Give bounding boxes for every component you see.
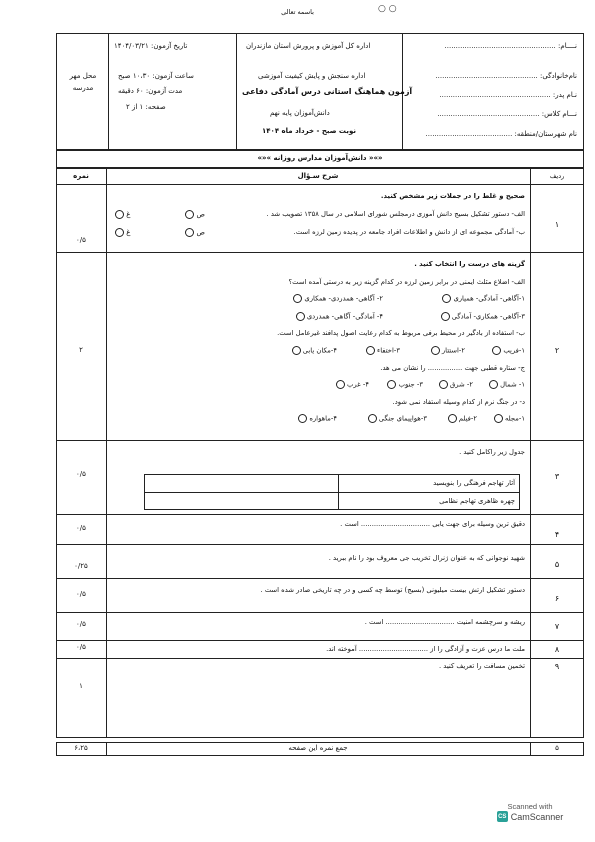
scanner-caption: Scanned with bbox=[507, 802, 553, 811]
q2-a-opt4[interactable]: ۴- آمادگی- آگاهی- همدردی bbox=[296, 312, 383, 321]
exam-time: ساعت آزمون: ۱۰،۳۰ صبح bbox=[118, 72, 194, 80]
scanner-name: CamScanner bbox=[510, 811, 564, 822]
q9-score: ۱ bbox=[79, 682, 83, 690]
q2-c-opt4[interactable]: ۴- غرب bbox=[336, 380, 369, 389]
option-radio-icon[interactable] bbox=[442, 294, 451, 303]
session-label: نوبت صبح - خرداد ماه ۱۴۰۴ bbox=[262, 127, 356, 135]
q4-text: دقیق ترین وسیله برای جهت یابی ................................ است . bbox=[340, 520, 525, 528]
option-radio-icon[interactable] bbox=[336, 380, 345, 389]
true-radio-icon[interactable] bbox=[185, 210, 194, 219]
q1-line-a: الف- دستور تشکیل بسیج دانش آموزی درمجلس شورای اسلامی در سال ۱۳۵۸ تصویب شد . bbox=[266, 210, 525, 218]
camscanner-badge bbox=[485, 802, 575, 830]
q1-title: صحیح و غلط را در جملات زیر مشخص کنید. bbox=[380, 192, 525, 200]
header-desc: شرح سـؤال bbox=[297, 172, 339, 180]
page-number: صفحه: ۱ از ۲ bbox=[126, 103, 166, 111]
exam-date: تاریخ آزمون: ۱۴۰۴/۰۳/۲۱ bbox=[114, 42, 188, 50]
q3-score: ۰/۵ bbox=[76, 470, 86, 478]
header-score: نمره bbox=[73, 172, 89, 180]
q1-score: ۰/۵ bbox=[76, 236, 86, 244]
q2-b-opt1[interactable]: ۱-فریب bbox=[492, 346, 525, 355]
q2-score: ۲ bbox=[79, 346, 83, 354]
q2-d-stem: د- در جنگ نرم از کدام وسیله استفاد نمی شود. bbox=[392, 398, 525, 406]
q4-number: ۴ bbox=[554, 530, 560, 539]
option-radio-icon[interactable] bbox=[366, 346, 375, 355]
option-radio-icon[interactable] bbox=[293, 294, 302, 303]
q3-answer-cell-2[interactable] bbox=[146, 494, 336, 509]
q2-b-opt3[interactable]: ۳-اختفاء bbox=[366, 346, 400, 355]
org-line1: اداره کل آموزش و پرورش استان مازندران bbox=[246, 42, 371, 50]
grade-label: دانش‌آموزان پایه نهم bbox=[270, 109, 330, 117]
field-city[interactable]: نام شهرستان/منطقه: ....................................... bbox=[425, 130, 577, 138]
q3-number: ۳ bbox=[554, 472, 560, 481]
option-radio-icon[interactable] bbox=[489, 380, 498, 389]
q2-b-opt4[interactable]: ۴-مکان یابی bbox=[292, 346, 337, 355]
field-father[interactable]: نـام پدر: .................................................. bbox=[439, 91, 577, 99]
option-radio-icon[interactable] bbox=[448, 414, 457, 423]
q4-score: ۰/۵ bbox=[76, 524, 86, 532]
q2-b-opt2[interactable]: ۲-استتار bbox=[431, 346, 465, 355]
camscanner-logo-icon: CS bbox=[497, 811, 508, 822]
q6-text: دستور تشکیل ارتش بیست میلیونی (بسیج) توسط چه کسی و در چه تاریخی صادر شده است . bbox=[260, 586, 525, 594]
q2-d-opt4[interactable]: ۴-ماهواره bbox=[298, 414, 337, 423]
header-row: ردیف bbox=[549, 172, 565, 180]
q2-c-opt2[interactable]: ۲- شرق bbox=[439, 380, 473, 389]
q8-number: ۸ bbox=[554, 645, 560, 654]
q6-number: ۶ bbox=[554, 594, 560, 603]
footer-label: جمع نمره این صفحه bbox=[288, 744, 348, 752]
q3-title: جدول زیر راکامل کنید . bbox=[459, 448, 525, 456]
q9-number: ۹ bbox=[554, 662, 560, 671]
q2-a-opt2[interactable]: ۲- آگاهی- همدردی- همکاری bbox=[293, 294, 383, 303]
false-radio-icon[interactable] bbox=[115, 228, 124, 237]
school-label: «»« دانش‌آموزان مدارس روزانه »«» bbox=[257, 154, 383, 162]
q3-answer-cell-1[interactable] bbox=[146, 476, 336, 491]
option-radio-icon[interactable] bbox=[492, 346, 501, 355]
q6-score: ۰/۵ bbox=[76, 590, 86, 598]
footer-total: ۶،۲۵ bbox=[74, 744, 88, 752]
option-radio-icon[interactable] bbox=[431, 346, 440, 355]
corner-marks: ○ ○ bbox=[378, 4, 397, 14]
q1-tf-b[interactable]: ص غ bbox=[115, 228, 205, 237]
q2-a-opt3[interactable]: ۳-آگاهی- همکاری- آمادگی bbox=[441, 312, 525, 321]
q1-line-b: ب- آمادگی مجموعه ای از دانش و اطلاعات افراد جامعه در پدیده زمین لرزه است. bbox=[293, 228, 525, 236]
option-radio-icon[interactable] bbox=[292, 346, 301, 355]
q5-score: ۰/۲۵ bbox=[74, 562, 88, 570]
q1-number: ۱ bbox=[554, 220, 560, 229]
field-family[interactable]: نام‌خانوادگی: .............................................. bbox=[435, 72, 577, 80]
footer-mark: ۵ bbox=[555, 744, 559, 752]
option-radio-icon[interactable] bbox=[298, 414, 307, 423]
field-class[interactable]: نـــام کلاس: .............................................. bbox=[437, 110, 577, 118]
q2-a-opt1[interactable]: ۱-آگاهی- آمادگی- همیاری bbox=[442, 294, 525, 303]
q3-row2-label: چهره ظاهری تهاجم نظامی bbox=[439, 497, 515, 505]
option-radio-icon[interactable] bbox=[368, 414, 377, 423]
stamp-label: محل مهر مدرسه bbox=[69, 72, 97, 92]
q2-d-opt3[interactable]: ۳-هواپیمای جنگی bbox=[368, 414, 427, 423]
exam-title: آزمون هماهنگ استانی درس آمادگی دفاعی bbox=[242, 87, 413, 96]
true-radio-icon[interactable] bbox=[185, 228, 194, 237]
field-name[interactable]: نــــام: .................................................. bbox=[444, 42, 577, 50]
q9-text: تخمین مسافت را تعریف کنید . bbox=[438, 662, 525, 670]
q8-score: ۰/۵ bbox=[76, 643, 86, 651]
q2-c-opt3[interactable]: ۳- جنوب bbox=[387, 380, 423, 389]
top-note: باسمه تعالی bbox=[281, 8, 314, 16]
q8-text: ملت ما درس عزت و آزادگی را از ................................ آموخته اند. bbox=[326, 645, 525, 653]
q2-b-stem: ب- استفاده از بادگیر در محیط برفی مربوط به کدام رعایت اصول پدافند غیرعامل است. bbox=[277, 329, 525, 337]
q7-text: ریشه و سرچشمه امنیت ................................ است . bbox=[364, 618, 525, 626]
false-radio-icon[interactable] bbox=[115, 210, 124, 219]
q2-d-opt1[interactable]: ۱-مجله bbox=[494, 414, 525, 423]
option-radio-icon[interactable] bbox=[387, 380, 396, 389]
q2-c-stem: ج- ستاره قطبی جهت ................ را نشان می هد. bbox=[380, 364, 525, 372]
option-radio-icon[interactable] bbox=[296, 312, 305, 321]
q2-title: گزینه های درست را انتخاب کنید . bbox=[414, 260, 525, 268]
q2-c-opt1[interactable]: ۱- شمال bbox=[489, 380, 525, 389]
q5-text: شهید نوجوانی که به عنوان ژنرال تخریب جی معروف بود را نام ببرید . bbox=[328, 554, 525, 562]
option-radio-icon[interactable] bbox=[439, 380, 448, 389]
q7-number: ۷ bbox=[554, 622, 560, 631]
q2-a-stem: الف- اضلاع مثلث ایمنی در برابر زمین لرزه در کدام گزینه زیر به درستی آمده است؟ bbox=[288, 278, 525, 286]
q2-d-opt2[interactable]: ۲-فیلم bbox=[448, 414, 477, 423]
exam-duration: مدت آزمون: ۶۰ دقیقه bbox=[118, 87, 183, 95]
option-radio-icon[interactable] bbox=[494, 414, 503, 423]
q5-number: ۵ bbox=[554, 560, 560, 569]
q7-score: ۰/۵ bbox=[76, 620, 86, 628]
org-line2: اداره سنجش و پایش کیفیت آموزشی bbox=[258, 72, 366, 80]
option-radio-icon[interactable] bbox=[441, 312, 450, 321]
q1-tf-a[interactable]: ص غ bbox=[115, 210, 205, 219]
q2-number: ۲ bbox=[554, 346, 560, 355]
q3-row1-label: آثار تهاجم فرهنگی را بنویسید bbox=[433, 479, 515, 487]
